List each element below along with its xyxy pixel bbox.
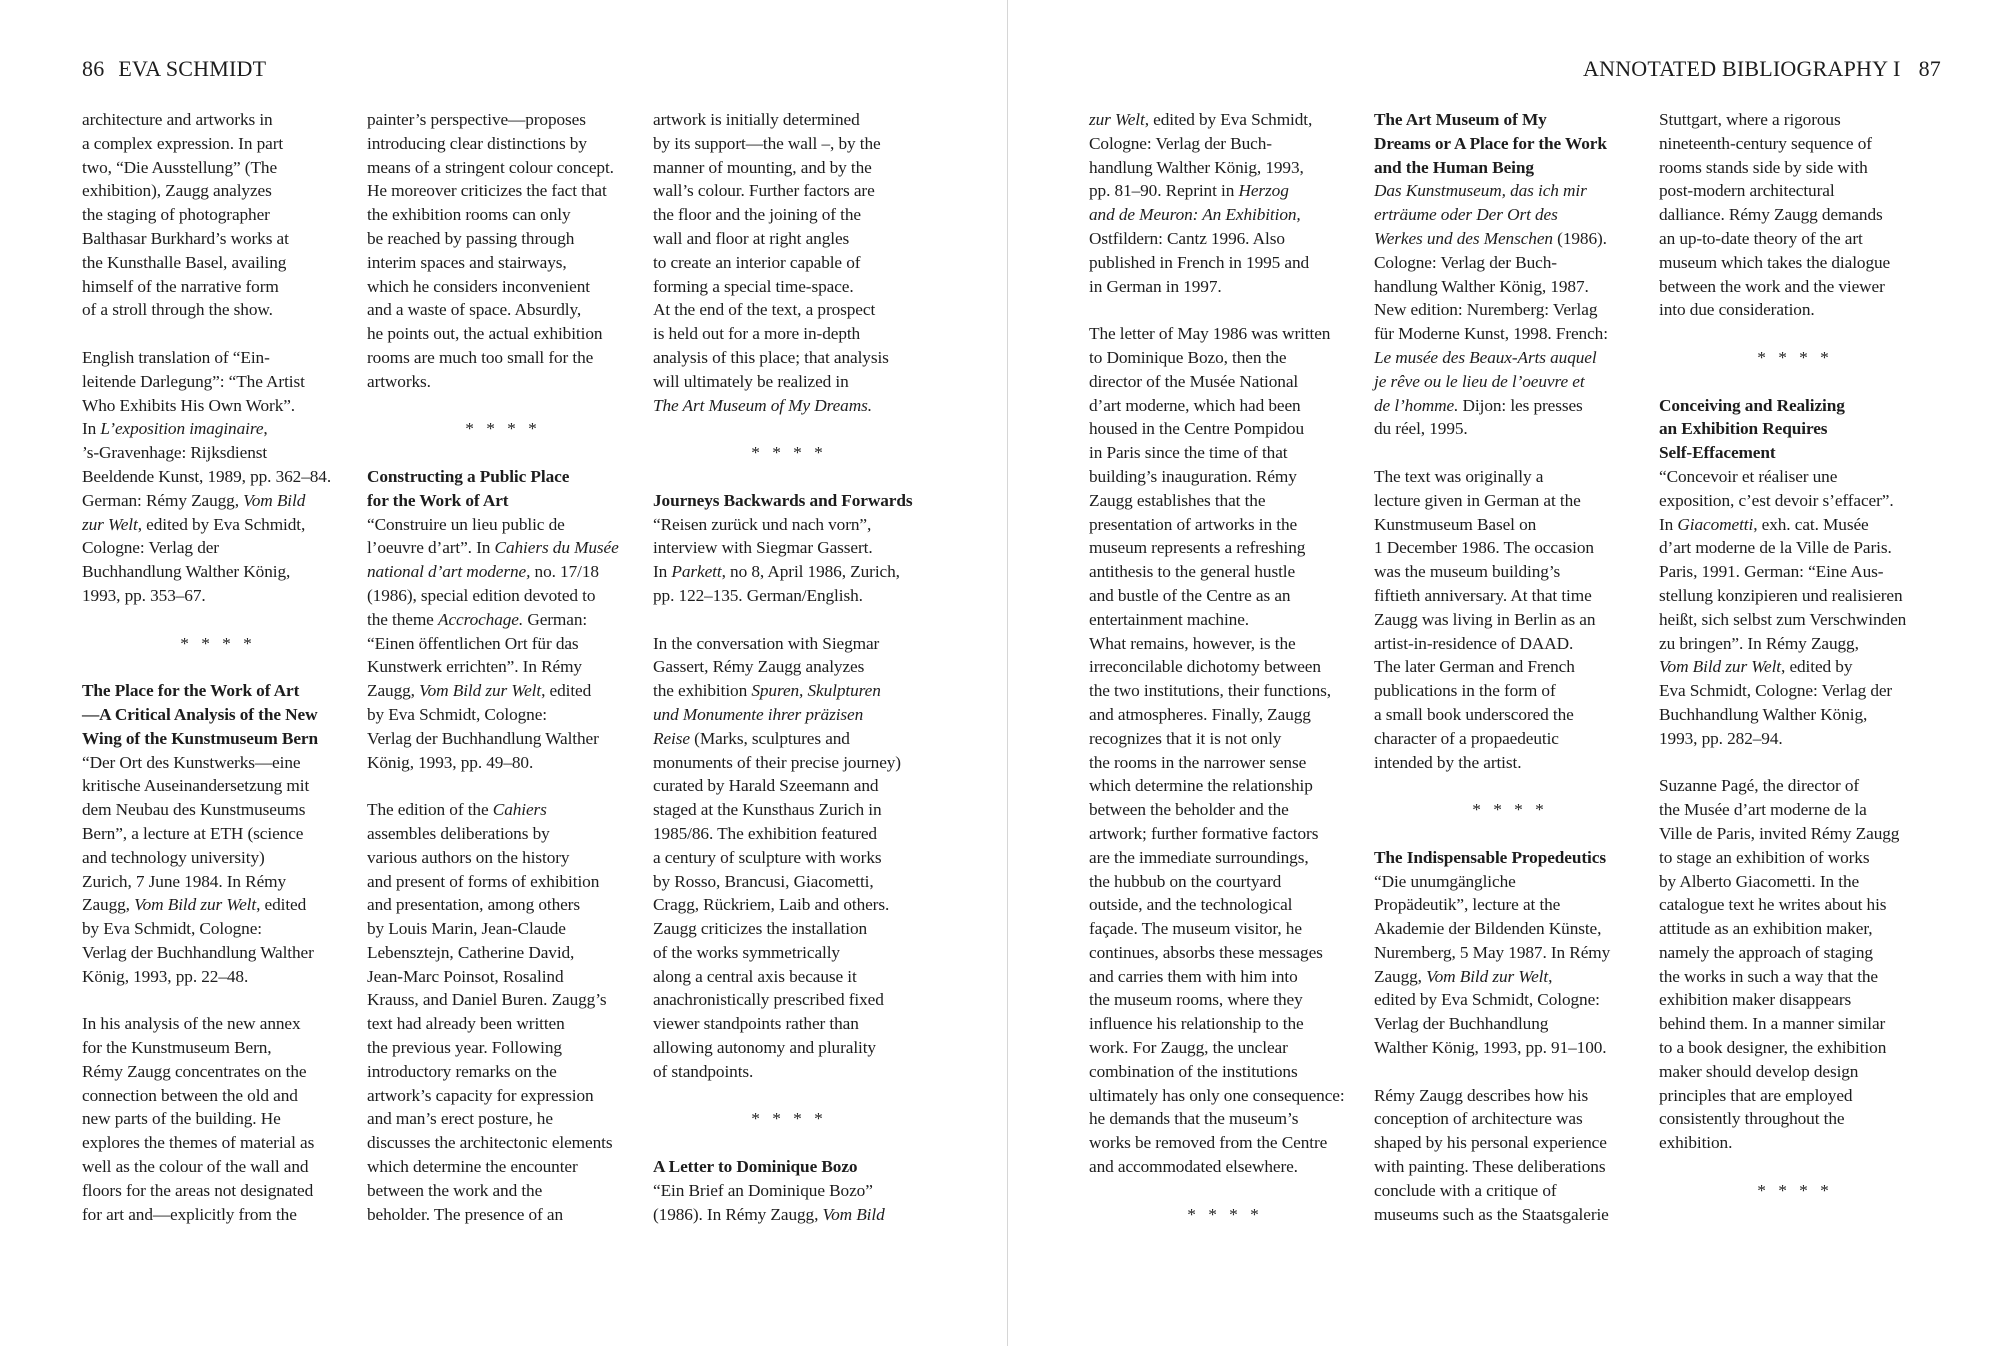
text-line: catalogue text he writes about his xyxy=(1659,895,1887,915)
text-line: of the works symmetrically xyxy=(653,942,840,962)
text-line: and atmospheres. Finally, Zaugg xyxy=(1089,704,1311,724)
text-line: rooms are much too small for the xyxy=(367,347,594,367)
text-line: The edition of the Cahiers xyxy=(367,800,547,820)
text-line: König, 1993, pp. 22–48. xyxy=(82,966,249,986)
text-line: handlung Walther König, 1993, xyxy=(1089,157,1304,177)
text-line: artworks. xyxy=(367,371,431,391)
text-line: Ostfildern: Cantz 1996. Also xyxy=(1089,228,1285,248)
text-line: (1986). In Rémy Zaugg, Vom Bild xyxy=(653,1204,885,1224)
text-line: 1985/86. The exhibition featured xyxy=(653,823,877,843)
text-line: Kunstwerk errichten”. In Rémy xyxy=(367,657,582,677)
text-line: Verlag der Buchhandlung Walther xyxy=(367,728,599,748)
text-line: between the work and the xyxy=(367,1180,543,1200)
column-5 xyxy=(1374,108,1646,1226)
text-line: de l’homme. Dijon: les presses xyxy=(1374,395,1583,415)
text-line: continues, absorbs these messages xyxy=(1089,942,1323,962)
text-line: introducing clear distinctions by xyxy=(367,133,587,153)
text-line: published in French in 1995 and xyxy=(1089,252,1310,272)
entry-heading: Dreams or A Place for the Work xyxy=(1374,133,1607,153)
entry-heading: A Letter to Dominique Bozo xyxy=(653,1157,858,1177)
section-separator: * * * * xyxy=(465,419,541,439)
entry-heading: and the Human Being xyxy=(1374,157,1534,177)
text-line: Nuremberg, 5 May 1987. In Rémy xyxy=(1374,942,1611,962)
text-line: be reached by passing through xyxy=(367,228,575,248)
text-line: wall and floor at right angles xyxy=(653,228,850,248)
text-line: ultimately has only one consequence: xyxy=(1089,1085,1345,1105)
text-line: At the end of the text, a prospect xyxy=(653,300,876,320)
text-line: Zaugg establishes that the xyxy=(1089,490,1266,510)
section-separator: * * * * xyxy=(1187,1204,1263,1224)
section-separator: * * * * xyxy=(1757,347,1833,367)
column-4 xyxy=(1089,108,1361,1226)
text-line: staged at the Kunsthaus Zurich in xyxy=(653,800,882,820)
text-line: a small book underscored the xyxy=(1374,704,1574,724)
text-line: English translation of “Ein- xyxy=(82,347,270,367)
text-line: German: Rémy Zaugg, Vom Bild xyxy=(82,490,306,510)
text-line: national d’art moderne, no. 17/18 xyxy=(367,562,599,582)
text-line: text had already been written xyxy=(367,1014,565,1034)
text-line: a century of sculpture with works xyxy=(653,847,882,867)
text-line: consistently throughout the xyxy=(1659,1109,1845,1129)
text-line: Verlag der Buchhandlung xyxy=(1374,1014,1549,1034)
text-line: Le musée des Beaux-Arts auquel xyxy=(1374,347,1597,367)
text-line: 1 December 1986. The occasion xyxy=(1374,538,1594,558)
text-line: behind them. In a manner similar xyxy=(1659,1014,1886,1034)
text-line: Who Exhibits His Own Work”. xyxy=(82,395,296,415)
text-line: zur Welt, edited by Eva Schmidt, xyxy=(1089,110,1313,129)
text-line: the exhibition Spuren, Skulpturen xyxy=(653,681,881,701)
section-separator: * * * * xyxy=(1757,1180,1833,1200)
text-line: with painting. These deliberations xyxy=(1374,1157,1606,1177)
text-line: for art and—explicitly from the xyxy=(82,1204,297,1224)
text-line: the Musée d’art moderne de la xyxy=(1659,800,1867,820)
text-line: which determine the encounter xyxy=(367,1157,578,1177)
column-3 xyxy=(653,108,925,1226)
text-line: to a book designer, the exhibition xyxy=(1659,1038,1887,1058)
text-line: influence his relationship to the xyxy=(1089,1014,1304,1034)
text-line: Eva Schmidt, Cologne: Verlag der xyxy=(1659,681,1893,701)
text-line: interview with Siegmar Gassert. xyxy=(653,538,873,558)
entry-heading: The Art Museum of My xyxy=(1374,110,1547,129)
left-page-number: 86 xyxy=(82,56,105,81)
text-line: exhibition. xyxy=(1659,1133,1733,1153)
text-line: the Kunsthalle Basel, availing xyxy=(82,252,287,272)
text-line: Gassert, Rémy Zaugg analyzes xyxy=(653,657,865,677)
text-line: Zaugg was living in Berlin as an xyxy=(1374,609,1596,629)
text-line: Zurich, 7 June 1984. In Rémy xyxy=(82,871,287,891)
text-line: by Eva Schmidt, Cologne: xyxy=(82,919,262,939)
text-line: heißt, sich selbst zum Verschwinden xyxy=(1659,609,1907,629)
text-line: zu bringen”. In Rémy Zaugg, xyxy=(1659,633,1859,653)
section-separator: * * * * xyxy=(180,633,256,653)
text-line: “Einen öffentlichen Ort für das xyxy=(367,633,579,653)
text-line: “Concevoir et réaliser une xyxy=(1659,466,1838,486)
entry-heading: Self-Effacement xyxy=(1659,443,1776,463)
text-line: conclude with a critique of xyxy=(1374,1180,1557,1200)
text-line: will ultimately be realized in xyxy=(653,371,849,391)
text-line: “Die unumgängliche xyxy=(1374,871,1516,891)
text-line: monuments of their precise journey) xyxy=(653,752,901,772)
text-line: by Rosso, Brancusi, Giacometti, xyxy=(653,871,874,891)
text-line: In L’exposition imaginaire, xyxy=(82,419,268,439)
text-line: publications in the form of xyxy=(1374,681,1556,701)
text-line: in Paris since the time of that xyxy=(1089,443,1288,463)
text-line: The Art Museum of My Dreams. xyxy=(653,395,872,415)
text-line: curated by Harald Szeemann and xyxy=(653,776,879,796)
text-line: Zaugg criticizes the installation xyxy=(653,919,868,939)
text-line: edited by Eva Schmidt, Cologne: xyxy=(1374,990,1600,1010)
text-line: Propädeutik”, lecture at the xyxy=(1374,895,1561,915)
text-line: and presentation, among others xyxy=(367,895,580,915)
entry-heading: Conceiving and Realizing xyxy=(1659,395,1845,415)
text-line: for the Kunstmuseum Bern, xyxy=(82,1038,272,1058)
text-line: je rêve ou le lieu de l’oeuvre et xyxy=(1374,371,1585,391)
text-line: assembles deliberations by xyxy=(367,823,550,843)
text-line: für Moderne Kunst, 1998. French: xyxy=(1374,324,1608,344)
text-line: “Ein Brief an Dominique Bozo” xyxy=(653,1180,873,1200)
entry-heading: Constructing a Public Place xyxy=(367,466,570,486)
text-line: and present of forms of exhibition xyxy=(367,871,600,891)
text-line: Cologne: Verlag der Buch- xyxy=(1374,252,1557,272)
text-line: which determine the relationship xyxy=(1089,776,1313,796)
text-line: he points out, the actual exhibition xyxy=(367,324,603,344)
text-line: beholder. The presence of an xyxy=(367,1204,564,1224)
section-separator: * * * * xyxy=(751,1109,827,1129)
text-line: artist-in-residence of DAAD. xyxy=(1374,633,1574,653)
text-line: Stuttgart, where a rigorous xyxy=(1659,110,1841,129)
text-line: he demands that the museum’s xyxy=(1089,1109,1299,1129)
text-line: Lebensztejn, Catherine David, xyxy=(367,942,575,962)
text-line: connection between the old and xyxy=(82,1085,298,1105)
text-line: the staging of photographer xyxy=(82,205,270,225)
text-line: The letter of May 1986 was written xyxy=(1089,324,1331,344)
text-line: König, 1993, pp. 49–80. xyxy=(367,752,534,772)
text-line: rooms stands side by side with xyxy=(1659,157,1868,177)
text-line: Suzanne Pagé, the director of xyxy=(1659,776,1860,796)
text-line: erträume oder Der Ort des xyxy=(1374,205,1558,225)
text-line: “Construire un lieu public de xyxy=(367,514,565,534)
right-page-number: 87 xyxy=(1918,56,1941,81)
text-line: und Monumente ihrer präzisen xyxy=(653,704,864,724)
text-line: between the beholder and the xyxy=(1089,800,1289,820)
text-line: a complex expression. In part xyxy=(82,133,284,153)
text-line: means of a stringent colour concept. xyxy=(367,157,614,177)
text-line: dem Neubau des Kunstmuseums xyxy=(82,800,306,820)
text-line: Buchhandlung Walther König, xyxy=(82,562,291,582)
text-line: principles that are employed xyxy=(1659,1085,1853,1105)
column-6 xyxy=(1659,108,1931,1203)
text-line: manner of mounting, and by the xyxy=(653,157,872,177)
text-line: and a waste of space. Absurdly, xyxy=(367,300,582,320)
text-line: viewer standpoints rather than xyxy=(653,1014,859,1034)
text-line: are the immediate surroundings, xyxy=(1089,847,1309,867)
text-line: Krauss, and Daniel Buren. Zaugg’s xyxy=(367,990,607,1010)
text-line: and man’s erect posture, he xyxy=(367,1109,553,1129)
text-line: outside, and the technological xyxy=(1089,895,1293,915)
text-line: In the conversation with Siegmar xyxy=(653,633,880,653)
text-line: floors for the areas not designated xyxy=(82,1180,314,1200)
text-line: an up-to-date theory of the art xyxy=(1659,228,1863,248)
text-line: Werkes und des Menschen (1986). xyxy=(1374,228,1607,248)
text-line: What remains, however, is the xyxy=(1089,633,1296,653)
text-line: nineteenth-century sequence of xyxy=(1659,133,1872,153)
text-line: Verlag der Buchhandlung Walther xyxy=(82,942,314,962)
entry-heading: —A Critical Analysis of the New xyxy=(82,704,318,724)
section-separator: * * * * xyxy=(1472,800,1548,820)
text-line: Cragg, Rückriem, Laib and others. xyxy=(653,895,890,915)
text-line: Zaugg, Vom Bild zur Welt, edited xyxy=(367,681,592,701)
text-line: into due consideration. xyxy=(1659,300,1815,320)
text-line: attitude as an exhibition maker, xyxy=(1659,919,1873,939)
text-line: the exhibition rooms can only xyxy=(367,205,571,225)
text-line: The later German and French xyxy=(1374,657,1575,677)
text-line: exhibition), Zaugg analyzes xyxy=(82,181,272,201)
text-line: zur Welt, edited by Eva Schmidt, xyxy=(82,514,306,534)
text-line: façade. The museum visitor, he xyxy=(1089,919,1302,939)
text-line: to Dominique Bozo, then the xyxy=(1089,347,1287,367)
text-line: exhibition maker disappears xyxy=(1659,990,1852,1010)
text-line: ’s-Gravenhage: Rijksdienst xyxy=(82,443,268,463)
text-line: In Parkett, no 8, April 1986, Zurich, xyxy=(653,562,900,582)
text-line: work. For Zaugg, the unclear xyxy=(1089,1038,1288,1058)
text-line: by Eva Schmidt, Cologne: xyxy=(367,704,547,724)
text-line: exposition, c’est devoir s’effacer”. xyxy=(1659,490,1894,510)
column-2 xyxy=(367,108,639,1226)
text-line: handlung Walther König, 1987. xyxy=(1374,276,1589,296)
text-line: in German in 1997. xyxy=(1089,276,1222,296)
text-line: “Reisen zurück und nach vorn”, xyxy=(653,514,872,534)
text-line: Walther König, 1993, pp. 91–100. xyxy=(1374,1038,1607,1058)
text-line: Bern”, a lecture at ETH (science xyxy=(82,823,304,843)
text-line: by Louis Marin, Jean-Claude xyxy=(367,919,566,939)
text-line: artwork’s capacity for expression xyxy=(367,1085,594,1105)
text-line: “Der Ort des Kunstwerks—eine xyxy=(82,752,301,772)
text-line: himself of the narrative form xyxy=(82,276,279,296)
text-line: housed in the Centre Pompidou xyxy=(1089,419,1305,439)
text-line: building’s inauguration. Rémy xyxy=(1089,466,1297,486)
text-line: wall’s colour. Further factors are xyxy=(653,181,875,201)
text-line: museums such as the Staatsgalerie xyxy=(1374,1204,1609,1224)
text-line: the theme Accrochage. German: xyxy=(367,609,588,629)
text-line: presentation of artworks in the xyxy=(1089,514,1298,534)
text-line: Rémy Zaugg concentrates on the xyxy=(82,1061,307,1081)
text-line: 1993, pp. 353–67. xyxy=(82,585,206,605)
entry-heading: an Exhibition Requires xyxy=(1659,419,1828,439)
text-line: conception of architecture was xyxy=(1374,1109,1583,1129)
text-line: post-modern architectural xyxy=(1659,181,1835,201)
text-line: pp. 122–135. German/English. xyxy=(653,585,863,605)
text-line: entertainment machine. xyxy=(1089,609,1249,629)
text-line: between the work and the viewer xyxy=(1659,276,1885,296)
text-line: Kunstmuseum Basel on xyxy=(1374,514,1537,534)
column-1 xyxy=(82,108,354,1226)
text-line: recognizes that it is not only xyxy=(1089,728,1282,748)
text-line: irreconcilable dichotomy between xyxy=(1089,657,1321,677)
text-line: artwork is initially determined xyxy=(653,110,860,129)
text-line: and bustle of the Centre as an xyxy=(1089,585,1291,605)
text-line: Ville de Paris, invited Rémy Zaugg xyxy=(1659,823,1900,843)
text-line: and technology university) xyxy=(82,847,265,867)
left-page-header xyxy=(82,56,266,82)
text-line: New edition: Nuremberg: Verlag xyxy=(1374,300,1598,320)
text-line: painter’s perspective—proposes xyxy=(367,110,586,129)
text-line: Paris, 1991. German: “Eine Aus- xyxy=(1659,562,1884,582)
text-line: antithesis to the general hustle xyxy=(1089,562,1296,582)
text-line: Das Kunstmuseum, das ich mir xyxy=(1374,181,1587,201)
text-line: allowing autonomy and plurality xyxy=(653,1038,876,1058)
text-line: director of the Musée National xyxy=(1089,371,1299,391)
text-line: the floor and the joining of the xyxy=(653,205,861,225)
text-line: the two institutions, their functions, xyxy=(1089,681,1331,701)
text-line: Zaugg, Vom Bild zur Welt, edited xyxy=(82,895,307,915)
text-line: analysis of this place; that analysis xyxy=(653,347,889,367)
text-line: fiftieth anniversary. At that time xyxy=(1374,585,1592,605)
text-line: anachronistically prescribed fixed xyxy=(653,990,884,1010)
text-line: intended by the artist. xyxy=(1374,752,1522,772)
text-line: by Alberto Giacometti. In the xyxy=(1659,871,1860,891)
text-line: pp. 81–90. Reprint in Herzog xyxy=(1089,181,1289,201)
text-line: museum represents a refreshing xyxy=(1089,538,1306,558)
text-line: discusses the architectonic elements xyxy=(367,1133,613,1153)
right-page-header xyxy=(1583,56,1941,82)
entry-heading: for the Work of Art xyxy=(367,490,509,510)
text-line: by its support—the wall –, by the xyxy=(653,133,881,153)
left-running-head: EVA SCHMIDT xyxy=(118,56,267,81)
text-line: and accommodated elsewhere. xyxy=(1089,1157,1298,1177)
text-line: and de Meuron: An Exhibition, xyxy=(1089,205,1301,225)
text-line: to stage an exhibition of works xyxy=(1659,847,1870,867)
text-line: dalliance. Rémy Zaugg demands xyxy=(1659,205,1883,225)
text-line: Beeldende Kunst, 1989, pp. 362–84. xyxy=(82,466,332,486)
text-line: Rémy Zaugg describes how his xyxy=(1374,1085,1589,1105)
text-line: the previous year. Following xyxy=(367,1038,562,1058)
entry-heading: Journeys Backwards and Forwards xyxy=(653,490,913,510)
text-line: kritische Auseinandersetzung mit xyxy=(82,776,310,796)
text-line: Jean-Marc Poinsot, Rosalind xyxy=(367,966,564,986)
text-line: The text was originally a xyxy=(1374,466,1544,486)
text-line: shaped by his personal experience xyxy=(1374,1133,1607,1153)
text-line: along a central axis because it xyxy=(653,966,857,986)
text-line: namely the approach of staging xyxy=(1659,942,1873,962)
text-line: (1986), special edition devoted to xyxy=(367,585,596,605)
right-running-head: ANNOTATED BIBLIOGRAPHY I xyxy=(1583,56,1901,81)
entry-heading: The Indispensable Propedeutics xyxy=(1374,847,1606,867)
text-line: the museum rooms, where they xyxy=(1089,990,1303,1010)
text-line: character of a propaedeutic xyxy=(1374,728,1559,748)
text-line: l’oeuvre d’art”. In Cahiers du Musée xyxy=(367,538,619,558)
text-line: In Giacometti, exh. cat. Musée xyxy=(1659,514,1869,534)
text-line: to create an interior capable of xyxy=(653,252,861,272)
text-line: explores the themes of material as xyxy=(82,1133,315,1153)
text-line: du réel, 1995. xyxy=(1374,419,1468,439)
text-line: d’art moderne, which had been xyxy=(1089,395,1301,415)
book-gutter xyxy=(1007,0,1008,1346)
text-line: various authors on the history xyxy=(367,847,570,867)
text-line: artwork; further formative factors xyxy=(1089,823,1319,843)
text-line: Reise (Marks, sculptures and xyxy=(653,728,850,748)
text-line: was the museum building’s xyxy=(1374,562,1561,582)
text-line: which he considers inconvenient xyxy=(367,276,590,296)
text-line: Vom Bild zur Welt, edited by xyxy=(1659,657,1853,677)
text-line: Cologne: Verlag der Buch- xyxy=(1089,133,1272,153)
text-line: museum which takes the dialogue xyxy=(1659,252,1891,272)
text-line: leitende Darlegung”: “The Artist xyxy=(82,371,305,391)
text-line: 1993, pp. 282–94. xyxy=(1659,728,1783,748)
text-line: interim spaces and stairways, xyxy=(367,252,567,272)
text-line: of a stroll through the show. xyxy=(82,300,273,320)
text-line: the hubbub on the courtyard xyxy=(1089,871,1282,891)
text-line: lecture given in German at the xyxy=(1374,490,1581,510)
text-line: introductory remarks on the xyxy=(367,1061,557,1081)
text-line: combination of the institutions xyxy=(1089,1061,1298,1081)
entry-heading: The Place for the Work of Art xyxy=(82,681,300,701)
text-line: the rooms in the narrower sense xyxy=(1089,752,1307,772)
text-line: two, “Die Ausstellung” (The xyxy=(82,157,278,177)
text-line: works be removed from the Centre xyxy=(1089,1133,1328,1153)
text-line: He moreover criticizes the fact that xyxy=(367,181,607,201)
text-line: architecture and artworks in xyxy=(82,110,273,129)
text-line: forming a special time-space. xyxy=(653,276,854,296)
text-line: Zaugg, Vom Bild zur Welt, xyxy=(1374,966,1553,986)
entry-heading: Wing of the Kunstmuseum Bern xyxy=(82,728,318,748)
text-line: stellung konzipieren und realisieren xyxy=(1659,585,1903,605)
text-line: Buchhandlung Walther König, xyxy=(1659,704,1868,724)
section-separator: * * * * xyxy=(751,443,827,463)
text-line: the works in such a way that the xyxy=(1659,966,1879,986)
text-line: new parts of the building. He xyxy=(82,1109,281,1129)
text-line: d’art moderne de la Ville de Paris. xyxy=(1659,538,1892,558)
text-line: In his analysis of the new annex xyxy=(82,1014,301,1034)
text-line: Akademie der Bildenden Künste, xyxy=(1374,919,1602,939)
text-line: Cologne: Verlag der xyxy=(82,538,219,558)
text-line: Balthasar Burkhard’s works at xyxy=(82,228,289,248)
text-line: and carries them with him into xyxy=(1089,966,1298,986)
text-line: of standpoints. xyxy=(653,1061,754,1081)
text-line: well as the colour of the wall and xyxy=(82,1157,309,1177)
text-line: maker should develop design xyxy=(1659,1061,1859,1081)
text-line: is held out for a more in-depth xyxy=(653,324,861,344)
